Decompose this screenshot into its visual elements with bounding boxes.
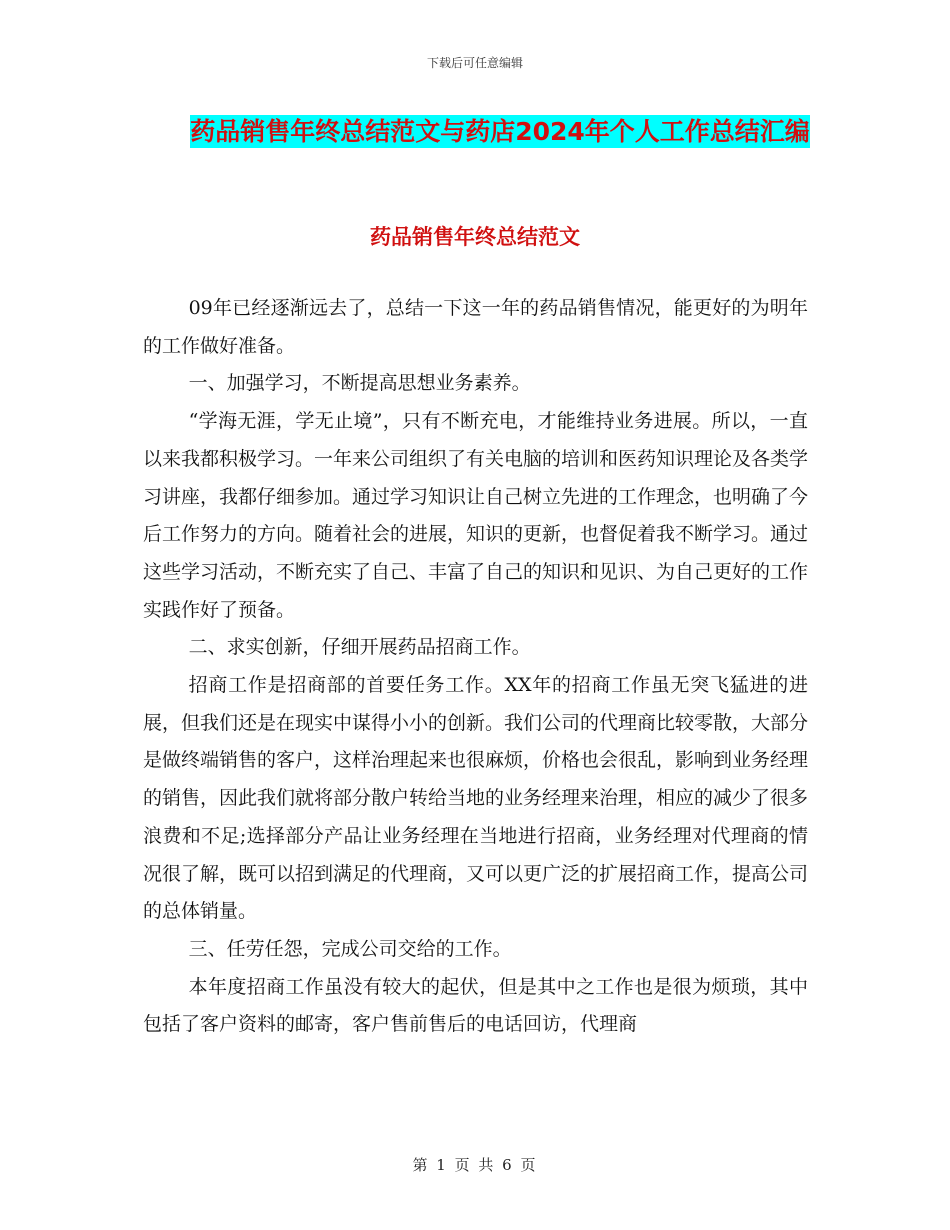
heading-2: 二、求实创新，仔细开展药品招商工作。 <box>188 636 531 659</box>
heading-1: 一、加强学习，不断提高思想业务素养。 <box>188 372 531 395</box>
paragraph-2: 招商工作是招商部的首要任务工作。XX年的招商工作虽无突飞猛进的进展，但我们还是在现实中谋得小小的创新。我们公司的代理商比较零散，大部分是做终端销售的客户，这样治理起来也很麻烦，价格也会很乱，影响到业务经理的销售，因此我们就将部分散户转给当地的业务经理来治理，相应的减少了很多浪费和不足;选择部分产品让业务经理在当地进行招商，业务经理对代理商的情况很了解，既可以招到满足的代理商，又可以更广泛的扩展招商工作，提高公司的总体销量。 <box>143 674 809 923</box>
document-body <box>143 290 808 1044</box>
section-title: 药品销售年终总结范文 <box>370 225 580 249</box>
document-title-highlight: 药品销售年终总结范文与药店2024年个人工作总结汇编 <box>190 117 810 146</box>
page-number: 第 1 页 共 6 页 <box>412 1156 538 1174</box>
paragraph-1: “学海无涯，学无止境”，只有不断充电，才能维持业务进展。所以，一直以来我都积极学习。一年来公司组织了有关电脑的培训和医药知识理论及各类学习讲座，我都仔细参加。通过学习知识让自己树立先进的工作理念，也明确了今后工作努力的方向。随着社会的进展，知识的更新，也督促着我不断学习。通过这些学习活动，不断充实了自己、丰富了自己的知识和见识、为自己更好的工作实践作好了预备。 <box>143 410 809 621</box>
paragraph-3: 本年度招商工作虽没有较大的起伏，但是其中之工作也是很为烦琐，其中包括了客户资料的邮寄，客户售前售后的电话回访，代理商 <box>143 975 808 1036</box>
header-note: 下载后可任意编辑 <box>426 56 523 70</box>
paragraph-intro: 09年已经逐渐远去了，总结一下这一年的药品销售情况，能更好的为明年的工作做好准备。 <box>143 297 808 357</box>
document-title <box>140 110 860 154</box>
heading-3: 三、任劳任怨，完成公司交给的工作。 <box>188 937 512 960</box>
